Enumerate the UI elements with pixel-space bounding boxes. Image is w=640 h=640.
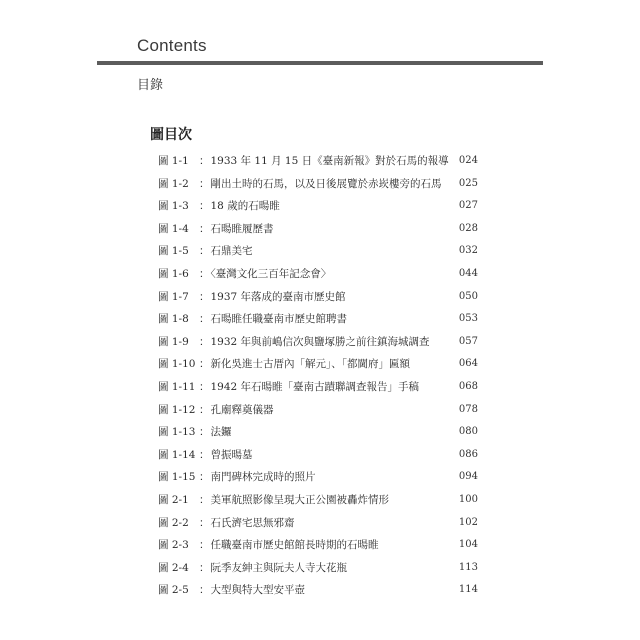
- figure-caption: 曾振暘墓: [210, 448, 253, 461]
- figure-entry[interactable]: [158, 466, 478, 489]
- figure-separator: ：: [199, 290, 210, 303]
- figure-page-number: 114: [458, 584, 478, 596]
- figure-page-number: 064: [458, 358, 478, 370]
- figure-separator: ：: [199, 200, 210, 213]
- figure-separator: ：: [199, 493, 210, 506]
- figure-entry[interactable]: [158, 399, 478, 422]
- figure-separator: ：: [199, 335, 210, 348]
- figure-entry[interactable]: [158, 308, 478, 331]
- figure-separator: ：: [199, 222, 210, 235]
- list-of-figures-title: 圖目次: [150, 127, 192, 143]
- header-divider: [97, 61, 543, 65]
- figure-entry[interactable]: [158, 376, 478, 399]
- figure-caption: 新化吳進士古厝內「解元」、「都閫府」匾額: [210, 358, 410, 371]
- figure-page-number: 050: [458, 290, 478, 302]
- figure-page-number: 053: [458, 313, 478, 325]
- figure-entry[interactable]: [158, 286, 478, 309]
- figure-caption: 1932 年與前嶋信次與鹽塚勝之前往鎮海城調查: [210, 335, 430, 348]
- figure-label: 圖 1-8: [158, 313, 189, 326]
- figure-caption: 大型與特大型安平壺: [210, 584, 305, 597]
- figure-page-number: 094: [458, 471, 478, 483]
- figure-caption: 石氏濟宅思無邪齋: [210, 516, 295, 529]
- figure-page-number: 032: [458, 245, 478, 257]
- figure-page-number: 044: [458, 267, 478, 279]
- figure-separator: ：: [199, 539, 210, 552]
- figure-label: 圖 1-14: [158, 448, 196, 461]
- figure-label: 圖 2-4: [158, 561, 189, 574]
- figure-label: 圖 1-2: [158, 177, 189, 190]
- figure-entry[interactable]: [158, 489, 478, 512]
- figure-caption: 〈臺灣文化三百年記念會〉: [210, 267, 332, 280]
- figure-page-number: 100: [458, 493, 478, 505]
- figure-entry[interactable]: [158, 421, 478, 444]
- figure-separator: ：: [199, 516, 210, 529]
- figure-separator: ：: [199, 358, 210, 371]
- figure-label: 圖 1-11: [158, 380, 196, 393]
- figure-entry[interactable]: [158, 444, 478, 467]
- figure-page-number: 080: [458, 426, 478, 438]
- figure-separator: ：: [199, 448, 210, 461]
- figure-label: 圖 1-12: [158, 403, 196, 416]
- figure-label: 圖 1-10: [158, 358, 196, 371]
- figure-label: 圖 1-6: [158, 267, 189, 280]
- figure-entry[interactable]: [158, 150, 478, 173]
- figure-page-number: 057: [458, 335, 478, 347]
- figure-label: 圖 1-5: [158, 245, 189, 258]
- figure-page-number: 102: [458, 516, 478, 528]
- figure-entry[interactable]: [158, 534, 478, 557]
- figure-page-number: 025: [458, 177, 478, 189]
- figure-list: [158, 150, 478, 602]
- figure-page-number: 086: [458, 448, 478, 460]
- figure-entry[interactable]: [158, 331, 478, 354]
- figure-label: 圖 1-4: [158, 222, 189, 235]
- figure-caption: 石暘睢任職臺南市歷史館聘書: [210, 313, 347, 326]
- figure-entry[interactable]: [158, 557, 478, 580]
- figure-entry[interactable]: [158, 512, 478, 535]
- figure-entry[interactable]: [158, 579, 478, 602]
- figure-label: 圖 1-7: [158, 290, 189, 303]
- figure-page-number: 028: [458, 222, 478, 234]
- figure-page-number: 027: [458, 200, 478, 212]
- figure-caption: 石鼎美宅: [210, 245, 253, 258]
- figure-separator: ：: [199, 471, 210, 484]
- figure-label: 圖 1-3: [158, 200, 189, 213]
- figure-separator: ：: [199, 267, 210, 280]
- figure-separator: ：: [199, 245, 210, 258]
- figure-label: 圖 2-5: [158, 584, 189, 597]
- figure-separator: ：: [199, 155, 210, 167]
- figure-label: 圖 1-15: [158, 471, 196, 484]
- figure-page-number: 078: [458, 403, 478, 415]
- figure-caption: 石暘睢履歷書: [210, 222, 274, 235]
- contents-subheading: 目錄: [137, 78, 164, 93]
- figure-caption: 法鑼: [210, 426, 232, 439]
- figure-separator: ：: [199, 561, 210, 574]
- figure-caption: 南門碑林完成時的照片: [210, 471, 316, 484]
- figure-page-number: 024: [458, 155, 478, 166]
- figure-label: 圖 2-1: [158, 493, 189, 506]
- figure-caption: 孔廟釋奠儀器: [210, 403, 274, 416]
- figure-caption: 1937 年落成的臺南市歷史館: [210, 290, 346, 303]
- figure-caption: 美軍航照影像呈現大正公園被轟炸情形: [210, 493, 389, 506]
- figure-caption: 任職臺南市歷史館館長時期的石暘睢: [210, 539, 379, 552]
- figure-entry[interactable]: [158, 263, 478, 286]
- figure-entry[interactable]: [158, 195, 478, 218]
- figure-separator: ：: [199, 584, 210, 597]
- figure-label: 圖 1-9: [158, 335, 189, 348]
- figure-separator: ：: [199, 403, 210, 416]
- figure-caption: 阮季友紳主與阮夫人寺大花瓶: [210, 561, 347, 574]
- figure-entry[interactable]: [158, 218, 478, 241]
- figure-entry[interactable]: [158, 353, 478, 376]
- figure-caption: 1933 年 11 月 15 日《臺南新報》對於石馬的報導: [210, 155, 449, 167]
- figure-entry[interactable]: [158, 173, 478, 196]
- figure-label: 圖 1-13: [158, 426, 196, 439]
- figure-label: 圖 2-3: [158, 539, 189, 552]
- figure-separator: ：: [199, 177, 210, 190]
- figure-page-number: 104: [458, 539, 478, 551]
- figure-page-number: 113: [458, 561, 478, 573]
- figure-label: 圖 2-2: [158, 516, 189, 529]
- figure-separator: ：: [199, 426, 210, 439]
- figure-caption: 18 歲的石暘睢: [210, 200, 280, 213]
- figure-caption: 1942 年石暘睢「臺南古蹟聯調查報告」手稿: [210, 380, 420, 393]
- figure-entry[interactable]: [158, 240, 478, 263]
- figure-label: 圖 1-1: [158, 155, 189, 167]
- figure-separator: ：: [199, 313, 210, 326]
- figure-page-number: 068: [458, 380, 478, 392]
- contents-heading: Contents: [137, 36, 207, 55]
- figure-caption: 剛出土時的石馬，以及日後展覽於赤崁樓旁的石馬: [210, 177, 442, 190]
- figure-separator: ：: [199, 380, 210, 393]
